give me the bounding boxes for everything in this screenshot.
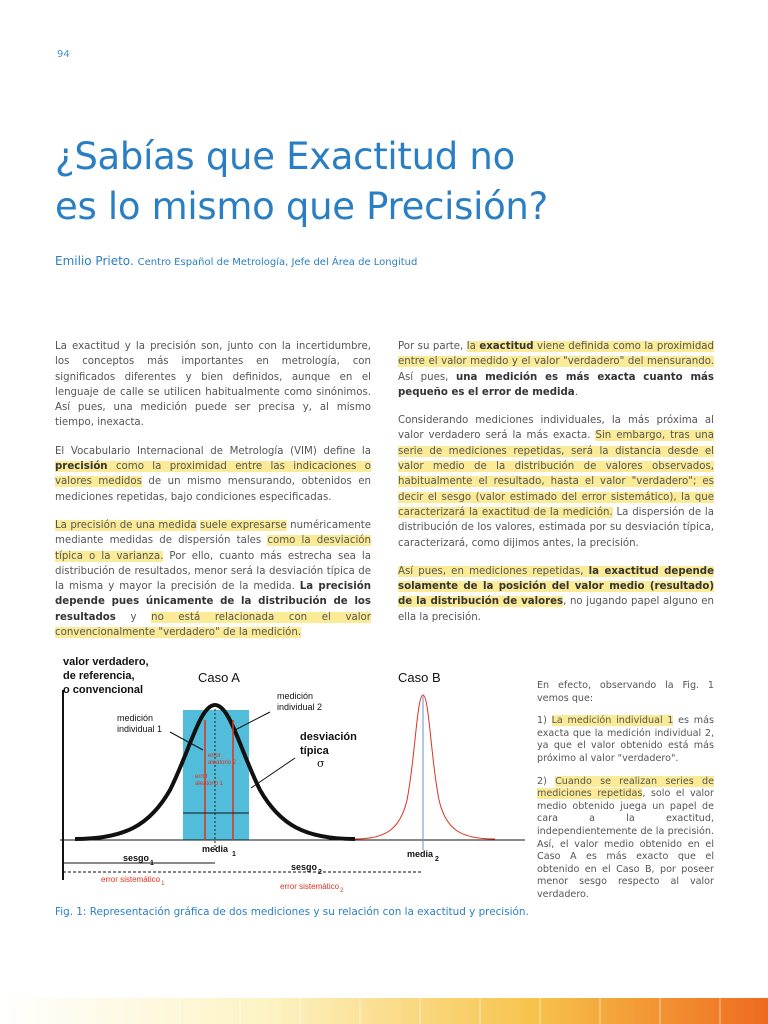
side-paragraph-3: 2) Cuando se realizan series de mediciones repetidas, solo el valor medio obtenido juega un papel de cara a la exactitud, independientemente de la precisión. Así, el valor medio obtenido en el Caso A es más exacto que el obtenido en el Caso B, por poseer menor sesgo respecto al valor verdadero. [537,775,714,900]
measurement-2-label-2: individual 2 [277,702,323,712]
mean-1-label: media$_1$ [202,844,236,858]
true-value-label-3: o convencional [63,684,144,696]
std-band [183,710,249,840]
true-value-label-1: valor verdadero, [63,656,149,668]
measurement-1-label-1: medición [117,713,154,723]
author-line [55,254,417,268]
left-paragraph-1: La exactitud y la precisión son, junto con la incertidumbre, los conceptos más importantes en metrología, con significados diferentes y bien definidos, aunque en el lenguaje de calle se utilicen habitualmente como sinónimos. Así pues, una medición puede ser precisa y, al mismo tiempo, inexacta. [55,341,371,429]
systematic-error-1-label: error sistemático$_1$ [101,875,165,887]
random-error-1-label-2: aleatorio 1 [195,781,224,787]
figure-caption: Fig. 1: Representación gráfica de dos mediciones y su relación con la exactitud y precisión. [55,906,529,918]
right-paragraph-1: Por su parte, la exactitud viene definida como la proximidad entre el valor medido y el valor "verdadero" del mensurando. Así pues, una medición es más exacta cuanto más pequeño es el error de medida. [398,341,715,398]
page-title [55,132,695,232]
std-label-2: típica [300,745,329,757]
case-b-label: Caso B [398,670,441,685]
systematic-error-2-label: error sistemático$_2$ [280,882,344,894]
mean-2-label: media$_2$ [407,849,439,863]
random-error-2-label-1: error [208,753,221,759]
figure-side-notes [537,680,714,912]
author-name: Emilio Prieto. [55,254,134,268]
curve-case-b [355,695,495,839]
std-label-1: desviación [300,731,357,743]
pointer-std [251,758,295,788]
footer-decoration [0,998,768,1024]
bias-2-label: sesgo$_2$ [291,862,322,876]
right-paragraph-3: Así pues, en mediciones repetidas, la exactitud depende solamente de la posición del valor medio (resultado) de la distribución de valores, no jugando papel alguno en ella la precisión. [398,565,714,623]
title-line-2: es lo mismo que Precisión? [55,185,548,228]
left-paragraph-3: La precisión de una medida suele expresarse numéricamente mediante medidas de dispersión tales como la desviación típica o la varianza. Por ello, cuanto más estrecha sea la distribución de resultados, menor será la desviación típica de la misma y mayor la precisión de la medida. La precisión depende pues únicamente de la distribución de los resultados y no está relacionada con el valor convencionalmente "verdadero" de la medición. [55,519,371,639]
left-paragraph-2: El Vocabulario Internacional de Metrología (VIM) define la precisión como la proximidad entre las indicaciones o valores medidos de un mismo mensurando, obtenidos en mediciones repetidas, bajo condiciones especificadas. [55,445,372,503]
right-column [398,339,714,638]
title-line-1: ¿Sabías que Exactitud no [55,135,515,178]
case-a-label: Caso A [198,670,240,685]
side-paragraph-1: En efecto, observando la Fig. 1 vemos que: [537,680,714,704]
measurement-1-label-2: individual 1 [117,724,163,734]
author-affiliation: Centro Español de Metrología, Jefe del Área de Longitud [137,257,418,268]
measurement-2-label-1: medición [277,691,314,701]
accuracy-precision-figure [55,650,535,900]
sigma-label: σ [317,757,325,770]
bias-1-label: sesgo$_1$ [123,853,154,867]
right-paragraph-2: Considerando mediciones individuales, la más próxima al valor verdadero será la más exacta. Sin embargo, tras una serie de mediciones repetidas, será la distancia desde el valor medio de la distribución de valores observados, habitualmente el resultado, hasta el valor "verdadero"; es decir el sesgo (valor estimado del error sistemático), la que caracterizará la exactitud de la medición. La dispersión de la distribución de los valores, estimada por su desviación típica, caracterizará, como dijimos antes, la precisión. [398,415,714,549]
left-column [55,339,371,653]
random-error-1-label-1: error [195,774,208,780]
side-paragraph-2: 1) La medición individual 1 es más exacta que la medición individual 2, ya que el valor obtenido está más próximo al valor "verdadero". [537,715,714,764]
true-value-label-2: de referencia, [63,670,135,682]
page-number: 94 [57,49,70,60]
random-error-2-label-2: aleatorio 2 [208,760,237,766]
